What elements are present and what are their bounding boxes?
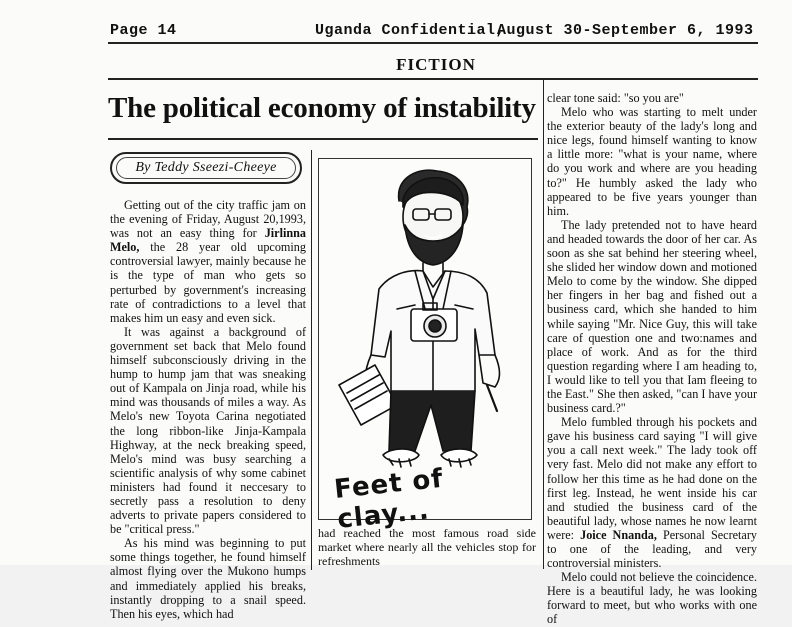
paragraph: [547, 415, 757, 570]
article-headline: The political economy of instability: [108, 92, 536, 124]
column-divider: [543, 79, 544, 569]
publication-name: Uganda Confidential,: [315, 22, 506, 39]
paragraph: [110, 198, 306, 325]
paragraph: The lady pretended not to have heard and headed towards the door of her car. As soon as she sat behind her steering wheel, she slided her window down and motioned Melo to come by the window. She dipped her fingers in her bag and fished out a business card, which she handed to him while saying "Mr. Nice Guy, this will take care of question one and two:names and place of work. And as for the third question regarding where I am heading to, I would like to tell you that Iam fleeing to the East." She then asked, "can I have your business card.?": [547, 217, 757, 416]
paragraph-text: Personal Secretary to one of the leading, and very controversial ministers.: [547, 527, 757, 571]
bold-name: Joice Nnanda,: [580, 527, 657, 542]
cartoon-caption: Feet of clay...: [332, 463, 446, 535]
article-column-2-bottom: had reached the most famous road side market where nearly all the vehicles stop for refreshments: [318, 526, 536, 568]
paragraph-text: Getting out of the city traffic jam on the evening of Friday, August 20,1993, was not an easy thing for: [110, 198, 306, 241]
paragraph-text: Melo fumbled through his pockets and gave his business card saying "I will give you a call next week." The lady took off very fast. Melo did not make any effort to follow her this time as he had done on the first leg. Instead, he went inside his car and studied the business card of the beautiful lady, whose names he now learnt were:: [547, 415, 757, 542]
paragraph: As his mind was beginning to put some things together, he found himself almost flying over the Mukono humps and immediately applied his breaks, instantly dropping to a snail speed. Then his eyes, which had: [110, 536, 306, 621]
headline-rule: [108, 138, 538, 140]
column-divider-left: [311, 150, 312, 570]
cartoon-frame: [318, 158, 532, 535]
page-number: Page 14: [110, 22, 177, 39]
paragraph: Melo could not believe the coincidence. Here is a beautiful lady, he was looking forward to meet, but who works with one of: [547, 570, 757, 627]
paragraph: Melo who was starting to melt under the exterior beauty of the lady's long and nice legs, found himself wanting to know a little more: "what is your name, where do you work and where are you heading to?" He humbly asked the lady who appeared to be five years younger than him.: [547, 105, 757, 218]
article-column-1: [110, 198, 306, 621]
section-rule: [108, 78, 758, 80]
paragraph: It was against a background of government set back that Melo found himself subconsciously driving in the hump to hump jam that was sneaking out of Kampala on Jinja road, while his mind was thousands of miles a way. As Melo's new Toyota Carina negotiated the long ribbon-like Jinja-Kampala Highway, at the neck breaking speed, Melo's mind was busy searching a scientific analysis of why some cabinet ministers had found it neccesary to secretly pass a resolution to deny adverts to private papers considered to be "critical press.": [110, 324, 306, 537]
bold-name: Jirlinna Melo,: [110, 226, 306, 255]
byline: By Teddy Sseezi-Cheeye: [116, 157, 296, 179]
paragraph: clear tone said: "so you are": [547, 91, 684, 105]
section-title: FICTION: [396, 55, 476, 74]
byline-box: [110, 152, 302, 184]
issue-date: August 30-September 6, 1993: [497, 22, 754, 39]
paragraph-text: the 28 year old upcoming controversial lawyer, mainly because he is the type of man who gets so perturbed by government's increasing rate of contradictions to a level that makes him un easy and even sick.: [110, 240, 306, 325]
article-column-3: [547, 91, 757, 627]
header-rule: [108, 42, 758, 44]
